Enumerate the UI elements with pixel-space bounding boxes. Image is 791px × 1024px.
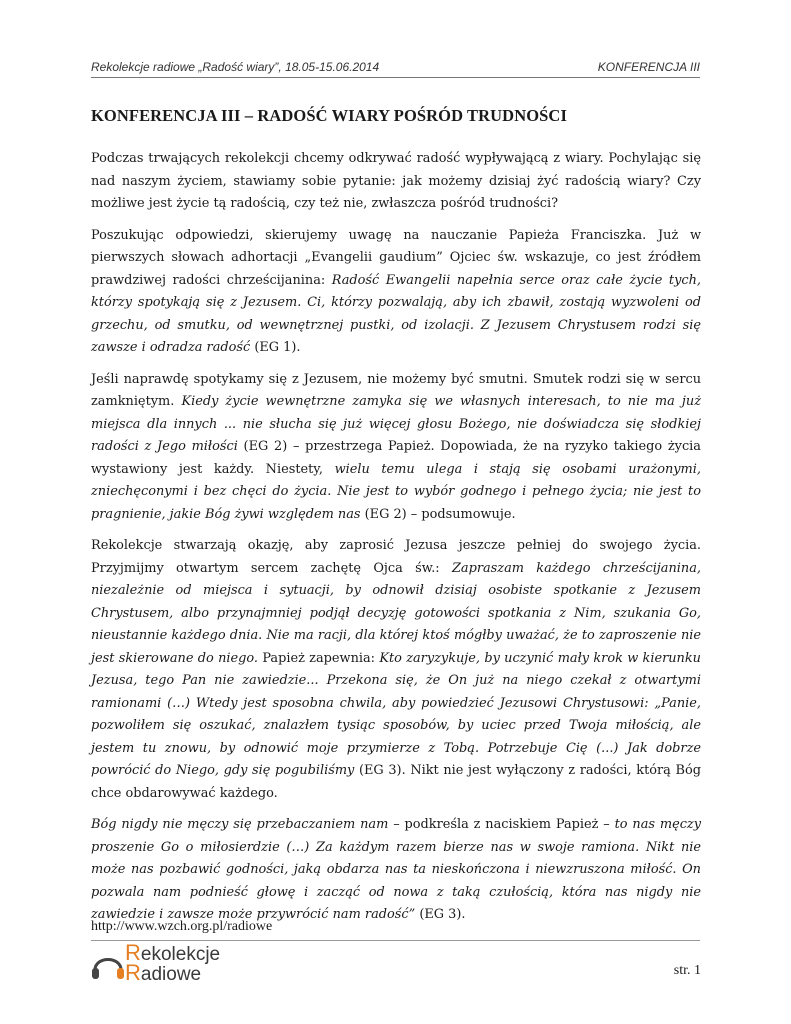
p4-text-e: (EG 3). Nikt nie jest wyłączony z radości, którą Bóg chce obdarowywać każdego. bbox=[91, 763, 701, 801]
p1-text: Podczas trwających rekolekcji chcemy odkrywać radość wypływającą z wiary. Pochylając się nad naszym życiem, stawiamy sobie pytanie: jak możemy dzisiaj żyć radością wiary? Czy możliwe jest życie tą radością, czy też nie, zwłaszcza pośród trudności? bbox=[91, 151, 701, 211]
p2-text-a: Poszukując odpowiedzi, skierujemy uwagę na nauczanie Papieża Franciszka. Już w pierwszych słowach adhortacji „Evangelii gaudium” Ojciec św. wskazuje, co jest źródłem prawdziwej radości chrześcijanina: bbox=[91, 227, 701, 288]
p3-text-c: (EG 2) – przestrzega Papież. Dopowiada, że na ryzyko takiego życia wystawiony jest każdy. Niestety, bbox=[91, 439, 701, 477]
p4-quote-2: Kto zaryzykuje, by uczynić mały krok w kierunku Jezusa, tego Pan nie zawiedzie... Przekona się, że On już na niego czekał z otwartymi ramionami (…) Wtedy jest sposobna chwila, aby powiedzieć Jezusowi Chrystusowi: „Panie, pozwoliłem się oszukać, znalazłem tysiąc sposobów, by uciec przed Twoja miłością, ale jestem tu znowu, by odnowić moje przymierze z Tobą. Potrzebuje Cię (...) Jak dobrze powrócić do Niego, gdy się pogubiliśmy bbox=[91, 650, 701, 778]
rekolekcje-radiowe-logo bbox=[91, 940, 241, 985]
paragraph-1 bbox=[91, 148, 701, 216]
logo-line-2 bbox=[125, 960, 220, 985]
p2-text-c: (EG 1). bbox=[250, 340, 301, 355]
page-title: KONFERENCJA III – RADOŚĆ WIARY POŚRÓD TRUDNOŚCI bbox=[91, 106, 567, 125]
header-right-text: KONFERENCJA III bbox=[597, 60, 700, 74]
logo-initial-1: R bbox=[125, 940, 141, 965]
p2-quote: Radość Ewangelii napełnia serce oraz całe życie tych, którzy spotykają się z Jezusem. Ci, którzy pozwalają, aby ich zbawił, zostają wyzwoleni od grzechu, od smutku, od wewnętrznej pustki, od izolacji. Z Jezusem Chrystusem rodzi się zawsze i odradza radość bbox=[91, 272, 701, 355]
headphones-icon bbox=[91, 946, 125, 984]
logo-wordmark bbox=[125, 940, 221, 985]
p3-quote-1: Kiedy życie wewnętrzne zamyka się we własnych interesach, to nie ma już miejsca dla innych ... nie słucha się już więcej głosu Bożego, nie doświadcza się słodkiej radości z Jego miłości bbox=[91, 394, 701, 454]
document-body bbox=[91, 148, 701, 936]
page-number: str. 1 bbox=[673, 963, 701, 978]
paragraph-3 bbox=[91, 369, 701, 527]
p4-text-c: Papież zapewnia: bbox=[258, 650, 380, 666]
header-divider bbox=[91, 77, 700, 78]
p4-quote-1: Zapraszam każdego chrześcijanina, niezależnie od miejsca i sytuacji, by odnowił dzisiaj osobiste spotkanie z Jezusem Chrystusem, albo przynajmniej podjął decyzję gotowości spotkania z Nim, szukania Go, nieustannie każdego dnia. Nie ma racji, dla której ktoś mógłby uważać, że to zaproszenie nie jest skierowane do niego. bbox=[91, 560, 702, 666]
p4-text-a: Rekolekcje stwarzają okazję, aby zaprosić Jezusa jeszcze pełniej do swojego życia. Przyjmijmy otwartym sercem zachętę Ojca św.: bbox=[91, 538, 701, 576]
running-header bbox=[91, 60, 700, 74]
p3-text-e: (EG 2) – podsumowuje. bbox=[360, 506, 516, 522]
paragraph-2 bbox=[91, 225, 701, 360]
footer-url-link[interactable]: http://www.wzch.org.pl/radiowe bbox=[91, 919, 273, 934]
footer-divider bbox=[91, 940, 700, 941]
p5-text-d: (EG 3). bbox=[415, 907, 466, 922]
paragraph-4 bbox=[91, 535, 701, 805]
p5-text-b: – podkreśla z naciskiem Papież – bbox=[388, 817, 615, 832]
p5-quote-2: to nas męczy proszenie Go o miłosierdzie (…) Za każdym razem bierze nas w swoje ramiona. Nikt nie może nas pozbawić godności, jaką obdarza nas ta nieskończona i niewzruszona miłość. On pozwala nam podnieść głowę i zacząć od nowa z taką czułością, która nas nigdy nie zawiedzie i zawsze może przywrócić nam radość” bbox=[91, 817, 701, 922]
p5-quote-1: Bóg nigdy nie męczy się przebaczaniem nam bbox=[91, 817, 389, 832]
logo-line-2-text: adiowe bbox=[140, 964, 202, 985]
logo-line-1-text: ekolekcje bbox=[140, 944, 221, 965]
paragraph-5 bbox=[91, 814, 701, 927]
p3-quote-2: wielu temu ulega i stają się osobami urażonymi, zniechęconymi i bez chęci do życia. Nie jest to wybór godnego i pełnego życia; nie jest to pragnienie, jakie Bóg żywi względem nas bbox=[91, 461, 701, 522]
logo-initial-2: R bbox=[125, 960, 141, 985]
header-left-text: Rekolekcje radiowe „Radość wiary”, 18.05-15.06.2014 bbox=[91, 60, 380, 74]
p3-text-a: Jeśli naprawdę spotykamy się z Jezusem, nie możemy być smutni. Smutek rodzi się w sercu zamkniętym. bbox=[91, 371, 701, 409]
